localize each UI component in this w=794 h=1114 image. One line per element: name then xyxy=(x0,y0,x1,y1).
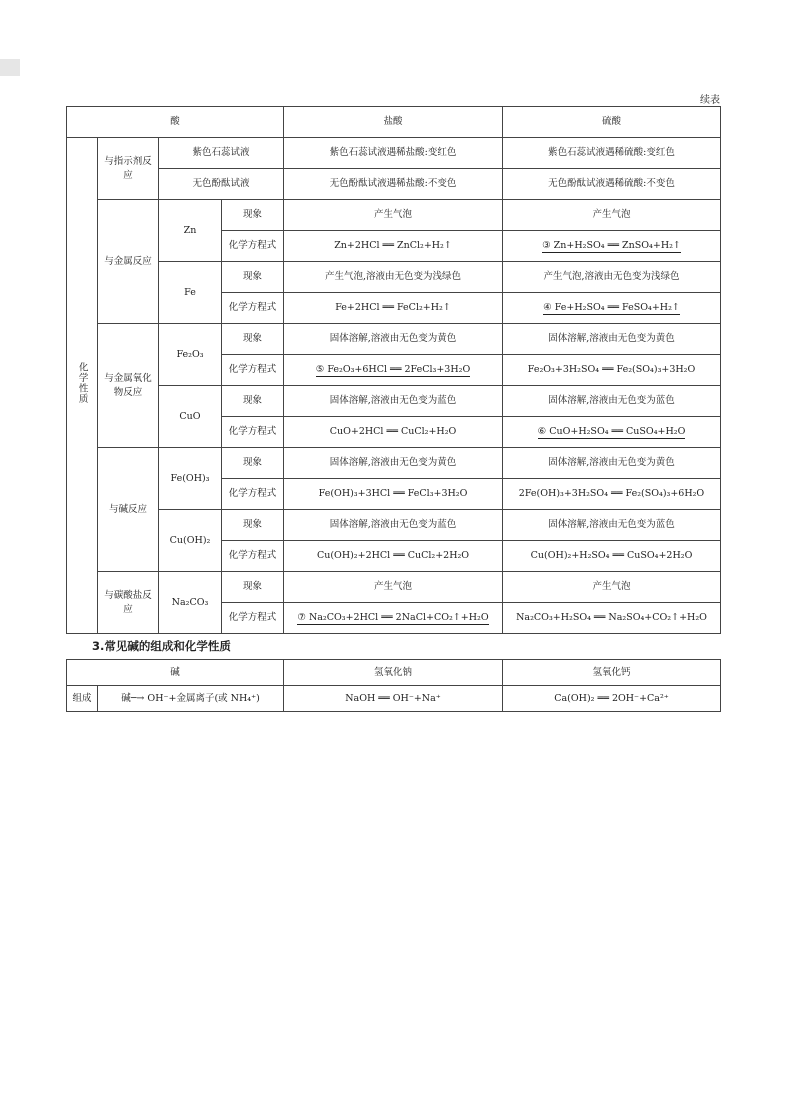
reactant-name: Na₂CO₃ xyxy=(159,572,222,634)
h2so4-cell: 固体溶解,溶液由无色变为蓝色 xyxy=(503,386,721,417)
hcl-equation: Fe+2HCl ══ FeCl₂+H₂↑ xyxy=(284,293,503,324)
base-properties-table xyxy=(66,659,721,712)
equation-label: 化学方程式 xyxy=(222,355,284,386)
h2so4-equation: ④ Fe+H₂SO₄ ══ FeSO₄+H₂↑ xyxy=(503,293,721,324)
hcl-cell: 固体溶解,溶液由无色变为蓝色 xyxy=(284,510,503,541)
table-row xyxy=(67,448,721,479)
category-carbonate: 与碳酸盐反应 xyxy=(98,572,159,634)
h2so4-cell: 固体溶解,溶液由无色变为蓝色 xyxy=(503,510,721,541)
page-corner-mark xyxy=(0,59,20,76)
phenomenon-label: 现象 xyxy=(222,324,284,355)
header-base: 碱 xyxy=(67,660,284,686)
hcl-equation: ⑤ Fe₂O₃+6HCl ══ 2FeCl₃+3H₂O xyxy=(284,355,503,386)
header-caoh: 氢氧化钙 xyxy=(503,660,721,686)
category-base: 与碱反应 xyxy=(98,448,159,572)
header-hcl: 盐酸 xyxy=(284,107,503,138)
h2so4-cell: 产生气泡,溶液由无色变为浅绿色 xyxy=(503,262,721,293)
category-metal: 与金属反应 xyxy=(98,200,159,324)
hcl-cell: 紫色石蕊试液遇稀盐酸:变红色 xyxy=(284,138,503,169)
hcl-cell: 产生气泡 xyxy=(284,200,503,231)
hcl-equation: Fe(OH)₃+3HCl ══ FeCl₃+3H₂O xyxy=(284,479,503,510)
phenomenon-label: 现象 xyxy=(222,510,284,541)
table-row xyxy=(67,262,721,293)
table-row xyxy=(67,169,721,200)
h2so4-cell: 固体溶解,溶液由无色变为黄色 xyxy=(503,448,721,479)
equation-label: 化学方程式 xyxy=(222,417,284,448)
equation-label: 化学方程式 xyxy=(222,293,284,324)
equation-label: 化学方程式 xyxy=(222,231,284,262)
acid-properties-table xyxy=(66,106,721,634)
general-composition: 碱─→ OH⁻+金属离子(或 NH₄⁺) xyxy=(98,686,284,712)
row-name: 紫色石蕊试液 xyxy=(159,138,284,169)
hcl-cell: 产生气泡 xyxy=(284,572,503,603)
h2so4-equation: Fe₂O₃+3H₂SO₄ ══ Fe₂(SO₄)₃+3H₂O xyxy=(503,355,721,386)
h2so4-equation: Na₂CO₃+H₂SO₄ ══ Na₂SO₄+CO₂↑+H₂O xyxy=(503,603,721,634)
hcl-cell: 固体溶解,溶液由无色变为黄色 xyxy=(284,448,503,479)
continued-label: 续表 xyxy=(700,95,720,106)
header-h2so4: 硫酸 xyxy=(503,107,721,138)
row-name: 无色酚酞试液 xyxy=(159,169,284,200)
table-row xyxy=(67,138,721,169)
category-oxide: 与金属氧化物反应 xyxy=(98,324,159,448)
phenomenon-label: 现象 xyxy=(222,386,284,417)
phenomenon-label: 现象 xyxy=(222,262,284,293)
reactant-name: Zn xyxy=(159,200,222,262)
table-row xyxy=(67,510,721,541)
table-row xyxy=(67,200,721,231)
hcl-equation: Zn+2HCl ══ ZnCl₂+H₂↑ xyxy=(284,231,503,262)
table-row xyxy=(67,386,721,417)
hcl-cell: 固体溶解,溶液由无色变为黄色 xyxy=(284,324,503,355)
reactant-name: Fe(OH)₃ xyxy=(159,448,222,510)
equation-label: 化学方程式 xyxy=(222,479,284,510)
hcl-cell: 固体溶解,溶液由无色变为蓝色 xyxy=(284,386,503,417)
category-indicator: 与指示剂反应 xyxy=(98,138,159,200)
table-header-row xyxy=(67,660,721,686)
reactant-name: Cu(OH)₂ xyxy=(159,510,222,572)
hcl-cell: 无色酚酞试液遇稀盐酸:不变色 xyxy=(284,169,503,200)
hcl-equation: Cu(OH)₂+2HCl ══ CuCl₂+2H₂O xyxy=(284,541,503,572)
equation-label: 化学方程式 xyxy=(222,603,284,634)
h2so4-cell: 产生气泡 xyxy=(503,200,721,231)
reactant-name: Fe xyxy=(159,262,222,324)
hcl-cell: 产生气泡,溶液由无色变为浅绿色 xyxy=(284,262,503,293)
group-label: 化学性质 xyxy=(67,138,98,634)
hcl-equation: ⑦ Na₂CO₃+2HCl ══ 2NaCl+CO₂↑+H₂O xyxy=(284,603,503,634)
equation-label: 化学方程式 xyxy=(222,541,284,572)
section-title: 3.常见碱的组成和化学性质 xyxy=(92,639,231,653)
table-row xyxy=(67,686,721,712)
row-label: 组成 xyxy=(67,686,98,712)
h2so4-cell: 无色酚酞试液遇稀硫酸:不变色 xyxy=(503,169,721,200)
table-row xyxy=(67,324,721,355)
header-naoh: 氢氧化钠 xyxy=(284,660,503,686)
h2so4-equation: ③ Zn+H₂SO₄ ══ ZnSO₄+H₂↑ xyxy=(503,231,721,262)
h2so4-cell: 产生气泡 xyxy=(503,572,721,603)
h2so4-equation: 2Fe(OH)₃+3H₂SO₄ ══ Fe₂(SO₄)₃+6H₂O xyxy=(503,479,721,510)
reactant-name: Fe₂O₃ xyxy=(159,324,222,386)
h2so4-cell: 固体溶解,溶液由无色变为黄色 xyxy=(503,324,721,355)
h2so4-equation: ⑥ CuO+H₂SO₄ ══ CuSO₄+H₂O xyxy=(503,417,721,448)
hcl-equation: CuO+2HCl ══ CuCl₂+H₂O xyxy=(284,417,503,448)
table-header-row xyxy=(67,107,721,138)
naoh-composition: NaOH ══ OH⁻+Na⁺ xyxy=(284,686,503,712)
h2so4-cell: 紫色石蕊试液遇稀硫酸:变红色 xyxy=(503,138,721,169)
table-row xyxy=(67,572,721,603)
caoh-composition: Ca(OH)₂ ══ 2OH⁻+Ca²⁺ xyxy=(503,686,721,712)
reactant-name: CuO xyxy=(159,386,222,448)
phenomenon-label: 现象 xyxy=(222,448,284,479)
phenomenon-label: 现象 xyxy=(222,572,284,603)
header-acid: 酸 xyxy=(67,107,284,138)
phenomenon-label: 现象 xyxy=(222,200,284,231)
h2so4-equation: Cu(OH)₂+H₂SO₄ ══ CuSO₄+2H₂O xyxy=(503,541,721,572)
